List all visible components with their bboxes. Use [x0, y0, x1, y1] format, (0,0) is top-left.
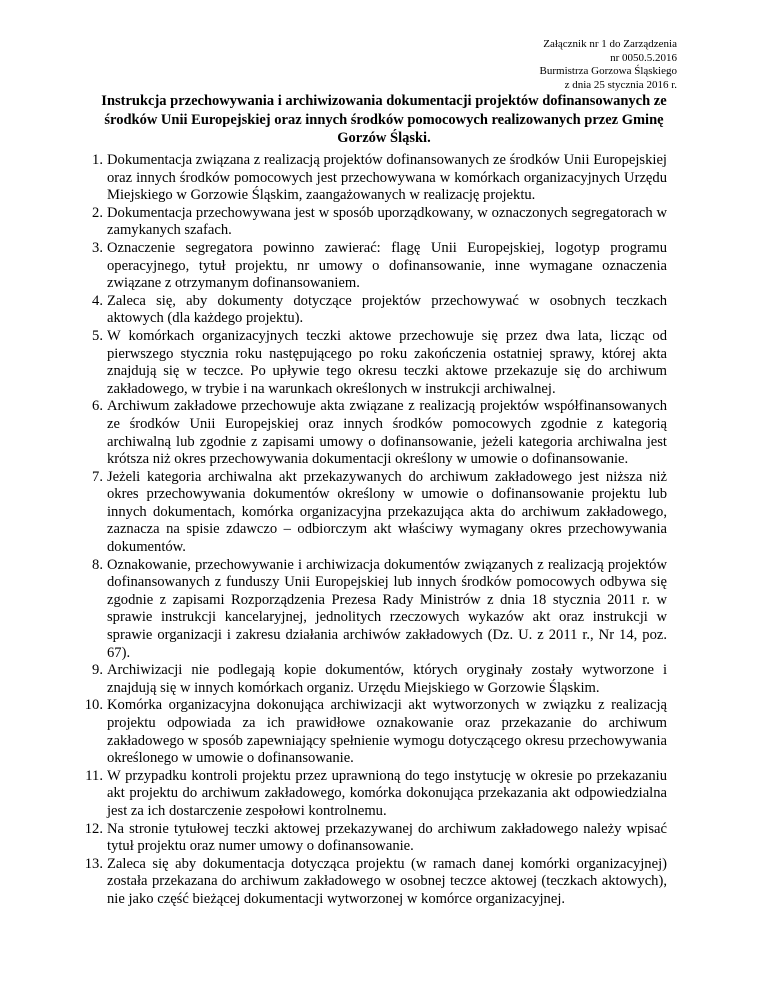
list-item [92, 204, 667, 240]
item-number: 13. [84, 855, 103, 872]
list-item [92, 327, 667, 398]
item-number: 7. [92, 468, 103, 485]
header-line: Burmistrza Gorzowa Śląskiego [539, 65, 677, 77]
list-item [84, 855, 667, 909]
item-text: Oznakowanie, przechowywanie i archiwizacja dokumentów związanych z realizacją projektów dofinansowanych z funduszy Unii Europejskiej lub innych środków pomocowych odbywa się zgodnie z zapisami Rozporządzenia Prezesa Rady Ministrów z dnia 18 stycznia 2011 r. w sprawie instrukcji kancelaryjnej, jednolitych rzeczowych wykazów akt oraz instrukcji w sprawie organizacji i zakresu działania archiwów zakładowych (Dz. U. z 2011 r., Nr 14, poz. 67). [107, 556, 667, 661]
attachment-header [540, 38, 677, 92]
list-item [84, 697, 667, 767]
item-number: 12. [84, 820, 103, 837]
item-text: Oznaczenie segregatora powinno zawierać: flagę Unii Europejskiej, logotyp programu operacyjnego, tytuł projektu, nr umowy o dofinansowanie, inne wymagane oznaczenia związane z otrzymanym dofinansowaniem. [107, 239, 667, 292]
item-number: 6. [92, 398, 103, 415]
list-item [85, 767, 667, 821]
item-text: Archiwizacji nie podlegają kopie dokumentów, których oryginały zostały wytworzone i znajdują się w innych komórkach organiz. Urzędu Miejskiego w Gorzowie Śląskim. [107, 662, 667, 696]
item-text: Zaleca się aby dokumentacja dotycząca projektu (w ramach danej komórki organizacyjnej) została przekazana do archiwum zakładowego w osobnej teczce aktowej (teczkach aktowych), nie jako część bieżącej dokumentacji wytworzonej w komórce organizacyjnej. [107, 855, 667, 907]
item-text: Dokumentacja przechowywana jest w sposób uporządkowany, w oznaczonych segregatorach w zamykanych szafach. [107, 204, 667, 239]
item-text: Dokumentacja związana z realizacją projektów dofinansowanych ze środków Unii Europejskiej oraz innych środków pomocowych jest przechowywana w komórkach organizacyjnych Urzędu Miejskiego w Gorzowie Śląskim, zaangażowanych w realizację projektu. [107, 152, 667, 204]
item-text: Archiwum zakładowe przechowuje akta związane z realizacją projektów współfinansowanych ze środków Unii Europejskiej oraz innych środków pomocowych zgodnie z kategorią archiwalną lub zgodnie z zapisami umowy o dofinansowanie, jeżeli kategoria archiwalna jest krótsza niż okres przechowywania dokumentacji określony w umowie o dofinansowanie. [107, 398, 667, 468]
header-line: Załącznik nr 1 do Zarządzenia [543, 38, 677, 50]
list-item [92, 239, 667, 293]
item-number: 1. [92, 152, 103, 168]
list-item [92, 398, 667, 468]
item-number: 8. [92, 556, 103, 573]
item-text: Zaleca się, aby dokumenty dotyczące projektów przechowywać w osobnych teczkach aktowych (dla każdego projektu). [107, 292, 667, 327]
item-number: 10. [84, 697, 103, 714]
instruction-list [84, 152, 667, 909]
list-item [84, 820, 667, 856]
item-number: 5. [92, 327, 103, 344]
item-number: 3. [92, 239, 103, 256]
list-item [92, 662, 667, 697]
item-text: W przypadku kontroli projektu przez uprawnioną do tego instytucję w okresie po przekazaniu akt projektu do archiwum zakładowego, komórka dokonująca przekazania akt odpowiedzialna jest za ich dostarczenie zespołowi kontrolnemu. [107, 767, 667, 819]
document-title: Instrukcja przechowywania i archiwizowania dokumentacji projektów dofinansowanych ze środków Unii Europejskiej oraz innych środków pomocowych realizowanych przez Gminę Gorzów Śląski. [101, 93, 667, 146]
header-line: z dnia 25 stycznia 2016 r. [564, 78, 677, 91]
list-item [92, 468, 667, 557]
list-item [92, 292, 667, 328]
item-number: 9. [92, 662, 103, 679]
item-number: 4. [92, 292, 103, 309]
item-text: Jeżeli kategoria archiwalna akt przekazywanych do archiwum zakładowego jest niższa niż okres przechowywania dokumentów określony w umowie o dofinansowanie projektu lub innych dokumentach, komórka organizacyjna przekazująca akta do archiwum zakładowego, zaznacza na spisie zdawczo – odbiorczym akt właściwy wymagany okres przechowywania dokumentów. [107, 468, 667, 556]
item-number: 11. [85, 767, 103, 784]
item-number: 2. [92, 204, 103, 221]
header-line: nr 0050.5.2016 [610, 51, 677, 64]
item-text: Na stronie tytułowej teczki aktowej przekazywanej do archiwum zakładowego należy wpisać tytuł projektu oraz numer umowy o dofinansowanie. [107, 820, 667, 855]
item-text: W komórkach organizacyjnych teczki aktowe przechowuje się przez dwa lata, licząc od pierwszego stycznia roku następującego po roku zakończenia ostatniej sprawy, której akta znajdują się w teczce. Po upływie tego okresu teczki aktowe przekazuje się do archiwum zakładowego, w trybie i na warunkach określonych w instrukcji archiwalnej. [107, 327, 667, 397]
list-item [92, 556, 667, 663]
item-text: Komórka organizacyjna dokonująca archiwizacji akt wytworzonych w związku z realizacją projektu odpowiada za ich prawidłowe oznakowanie oraz przekazanie do archiwum zakładowego w sposób zapewniający spełnienie wymogu dotyczącego okresu przechowywania określonego w umowie o dofinansowanie. [107, 697, 667, 767]
list-item [92, 152, 667, 205]
